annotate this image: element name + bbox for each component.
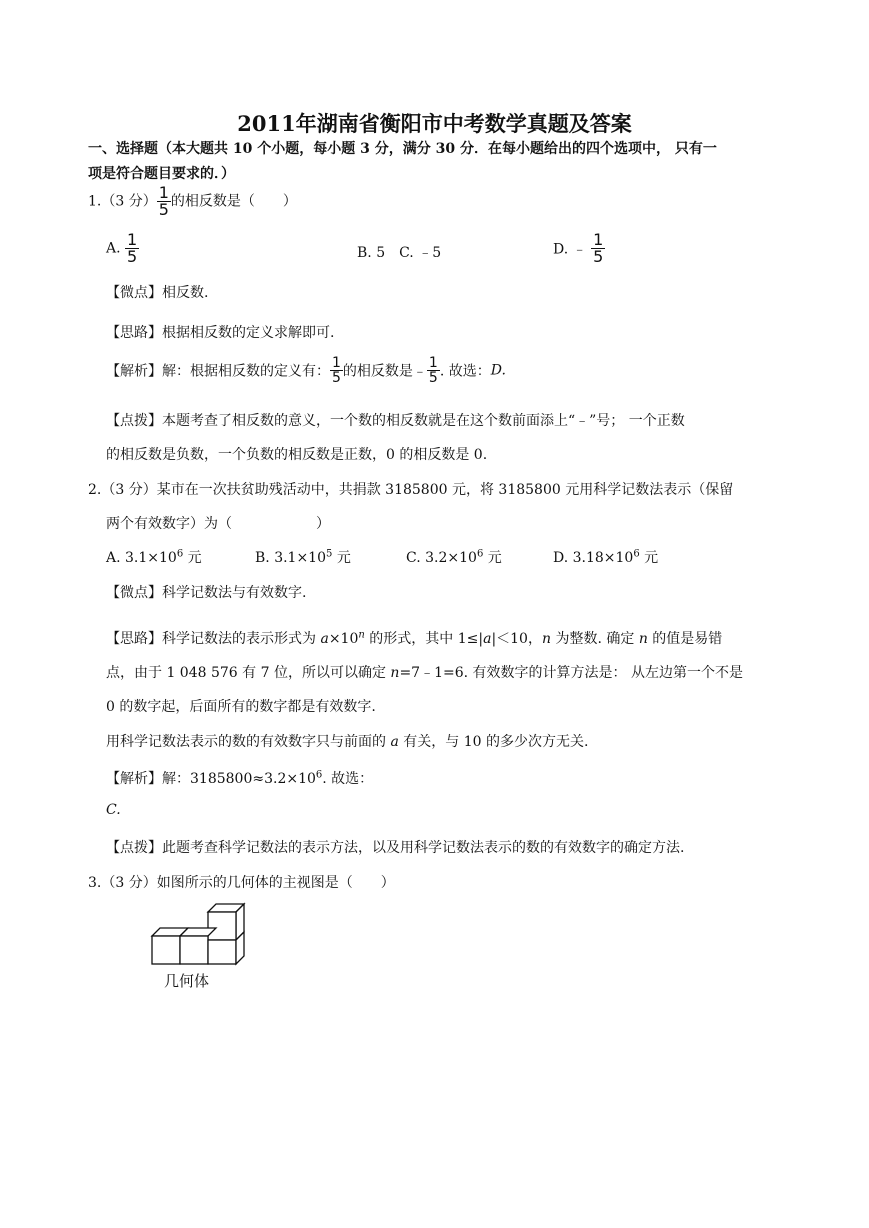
q2-option-b: B. $3.1\times 10^5$ 元 xyxy=(255,548,351,566)
q1-option-d: D. ﹣ $\frac{1}{5}$ xyxy=(553,230,604,266)
fraction-option-a: $\frac{1}{5}$ xyxy=(127,230,138,266)
question-2-stem-line1: 2.（3 分）某市在一次扶贫助残活动中，共捐款 3185800 元，将 3185800 元用科学记数法表示（保留 xyxy=(88,482,734,498)
q1-answer: D. xyxy=(490,362,506,379)
geometric-solid-figure xyxy=(148,895,248,967)
page-title: 2011年湖南省衡阳市中考数学真题及答案 xyxy=(237,111,632,136)
figure-caption: 几何体 xyxy=(164,972,210,990)
q2-silu-line3: 0 的数字起，后面所有的数字都是有效数字. xyxy=(106,699,376,715)
q2-option-a: A. $3.1\times 10^6$ 元 xyxy=(106,548,202,566)
q2-weidian: 【微点】科学记数法与有效数字. xyxy=(106,585,307,601)
q2-silu-line2: 点，由于 1 048 576 有 7 位，所以可以确定 n=7﹣1=6. 有效数字的计算方法是： 从左边第一个不是 xyxy=(106,665,743,681)
cube-front-top xyxy=(208,912,236,940)
q1-dianbo-line2: 的相反数是负数，一个负数的相反数是正数，0 的相反数是 0. xyxy=(106,447,488,463)
question-3-stem: 3.（3 分）如图所示的几何体的主视图是（ ） xyxy=(88,875,395,891)
fraction-jiexi-2: $\frac{1}{5}$ xyxy=(428,355,438,386)
q2-option-c: C. $3.2\times 10^6$ 元 xyxy=(406,548,502,566)
question-1-prefix: 1.（3 分） xyxy=(88,193,157,210)
q2-silu-line4: 用科学记数法表示的数的有效数字只与前面的 a 有关，与 10 的多少次方无关. xyxy=(106,734,589,750)
q1-jiexi: 【解析】解：根据相反数的定义有： $\frac{1}{5}$ 的相反数是﹣ $\frac{1}{5}$ . 故选：D. xyxy=(106,355,506,386)
fraction-one-fifth: $\frac{1}{5}$ xyxy=(158,183,169,219)
q2-dianbo: 【点拨】此题考查科学记数法的表示方法，以及用科学记数法表示的数的有效数字的确定方法. xyxy=(106,840,685,856)
cube-front-2 xyxy=(180,936,208,964)
q1-dianbo-line1: 【点拨】本题考查了相反数的意义，一个数的相反数就是在这个数前面添上“﹣”号； 一个正数 xyxy=(106,413,685,429)
cube-front-3 xyxy=(208,940,236,964)
q2-option-d: D. $3.18\times 10^6$ 元 xyxy=(553,548,659,566)
q1-weidian: 【微点】相反数. xyxy=(106,285,209,301)
q2-silu-line1: 【思路】科学记数法的表示形式为 $a\times 10^n$ 的形式，其中 1≤|a|＜10，n 为整数. 确定 n 的值是易错 xyxy=(106,629,723,647)
fraction-jiexi-1: $\frac{1}{5}$ xyxy=(332,355,341,386)
q1-silu: 【思路】根据相反数的定义求解即可. xyxy=(106,325,335,341)
question-2-stem-line2: 两个有效数字）为（ ） xyxy=(106,516,330,532)
q2-answer: C. xyxy=(106,802,121,818)
q1-option-b-c: B. 5 C. ﹣5 xyxy=(357,245,442,261)
question-1-suffix: 的相反数是（ ） xyxy=(170,193,297,210)
question-1-stem xyxy=(88,185,297,218)
q1-option-a: A. $\frac{1}{5}$ xyxy=(106,230,138,266)
section-heading-line1: 一、选择题（本大题共 10 个小题，每小题 3 分，满分 30 分．在每小题给出的四个选项中， 只有一 xyxy=(88,141,717,157)
cube-front-1 xyxy=(152,936,180,964)
fraction-option-d: $\frac{1}{5}$ xyxy=(593,230,604,266)
q2-jiexi: 【解析】解：$3185800\approx 3.2\times 10^6$. 故选： xyxy=(106,769,374,787)
section-heading-line2: 项是符合题目要求的．） xyxy=(88,166,235,182)
